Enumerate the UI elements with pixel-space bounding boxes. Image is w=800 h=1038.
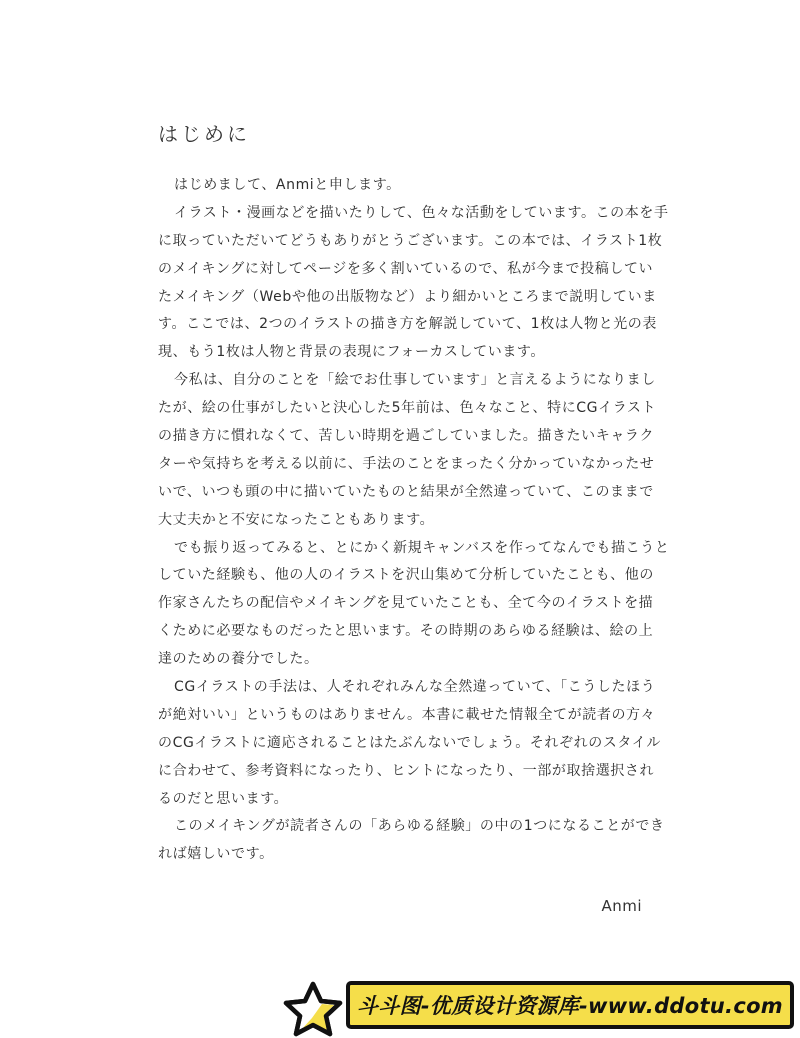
text-line: のメイキングに対してページを多く割いているので、私が今まで投稿してい <box>158 260 654 277</box>
text-line: いで、いつも頭の中に描いていたものと結果が全然違っていて、このままで <box>158 483 654 500</box>
text-line: が絶対いい」というものはありません。本書に載せた情報全てが読者の方々 <box>158 706 656 723</box>
star-icon <box>282 980 344 1038</box>
text-line: 大丈夫かと不安になったこともあります。 <box>158 511 435 528</box>
text-line: ターや気持ちを考える以前に、手法のことをまったく分かっていなかったせ <box>158 455 655 472</box>
text-line: に取っていただいてどうもありがとうございます。この本では、イラスト1枚 <box>158 232 663 249</box>
text-line: のCGイラストに適応されることはたぶんないでしょう。それぞれのスタイル <box>158 734 661 751</box>
text-line: くために必要なものだったと思います。その時期のあらゆる経験は、絵の上 <box>158 623 654 640</box>
text-line: でも振り返ってみると、とにかく新規キャンバスを作ってなんでも描こうと <box>174 539 670 556</box>
body-text <box>158 172 670 869</box>
text-line: に合わせて、参考資料になったり、ヒントになったり、一部が取捨選択され <box>158 762 655 779</box>
text-line: 作家さんたちの配信やメイキングを見ていたことも、全て今のイラストを描 <box>158 595 654 612</box>
text-line: していた経験も、他の人のイラストを沢山集めて分析していたことも、他の <box>158 567 654 584</box>
text-line: 今私は、自分のことを「絵でお仕事しています」と言えるようになりまし <box>174 372 656 389</box>
page-title: はじめに <box>158 122 250 146</box>
text-line: るのだと思います。 <box>158 790 289 807</box>
text-line: イラスト・漫画などを描いたりして、色々な活動をしています。この本を手 <box>174 204 669 221</box>
text-line: す。ここでは、2つのイラストの描き方を解説していて、1枚は人物と光の表 <box>158 316 657 333</box>
text-line: れば嬉しいです。 <box>158 846 274 863</box>
watermark-banner <box>282 978 800 1036</box>
watermark-text: 斗斗图-优质设计资源库-www.ddotu.com <box>346 981 794 1029</box>
author-signature: Anmi <box>601 897 642 915</box>
text-line: はじめまして、Anmiと申します。 <box>174 177 401 193</box>
text-line: CGイラストの手法は、人それぞれみんな全然違っていて、「こうしたほう <box>174 679 656 696</box>
text-line: の描き方に慣れなくて、苦しい時期を過ごしていました。描きたいキャラク <box>158 428 655 445</box>
text-line: たが、絵の仕事がしたいと決心した5年前は、色々なこと、特にCGイラスト <box>158 400 657 417</box>
text-line: たメイキング（Webや他の出版物など）より細かいところまで説明していま <box>158 288 657 305</box>
text-line: 達のための養分でした。 <box>158 651 319 668</box>
text-line: 現、もう1枚は人物と背景の表現にフォーカスしています。 <box>158 344 546 361</box>
text-line: このメイキングが読者さんの「あらゆる経験」の中の1つになることができ <box>174 818 665 835</box>
